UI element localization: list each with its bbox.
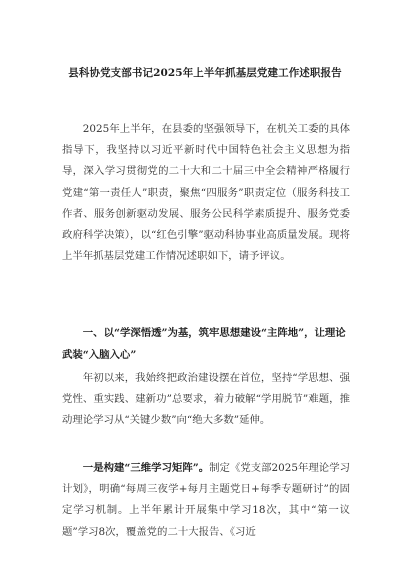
document-title: 县科协党支部书记2025年上半年抓基层党建工作述职报告 <box>68 67 342 79</box>
section-paragraph: 年初以来，我始终把政治建设摆在首位，坚持“学思想、强党性、重实践、建新功”总要求，着力破解“学用脱节”难题，推动理论学习从“关键少数”向“绝大多数”延伸。 <box>62 372 350 427</box>
item-text: 制定《党支部2025年理论学习计划》，明确“每周三夜学+每月主题党日+每季专题研讨”的固定学习机制。上半年累计开展集中学习18次，其中“第一议题”学习8次，覆盖党的二十大报告、《习近 <box>62 462 350 538</box>
item-lead: 一是构建“三维学习矩阵”。 <box>82 462 210 474</box>
intro-paragraph: 2025年上半年，在县委的坚强领导下，在机关工委的具体指导下，我坚持以习近平新时代中国特色社会主义思想为指导，深入学习贯彻党的二十大和二十届三中全会精神严格履行党建“第一责任人”职责，聚焦“四服务”职责定位（服务科技工作者、服务创新驱动发展、服务公民科学素质提升、服务党委政府科学决策），以“红色引擎”驱动科协事业高质量发展。现将上半年抓基层党建工作情况述职如下，请予评议。 <box>62 123 350 263</box>
section-heading: 一、以“学深悟透”为基，筑牢思想建设“主阵地”，让理论武装“入脑入心” <box>62 327 346 361</box>
item-paragraph <box>62 458 350 543</box>
